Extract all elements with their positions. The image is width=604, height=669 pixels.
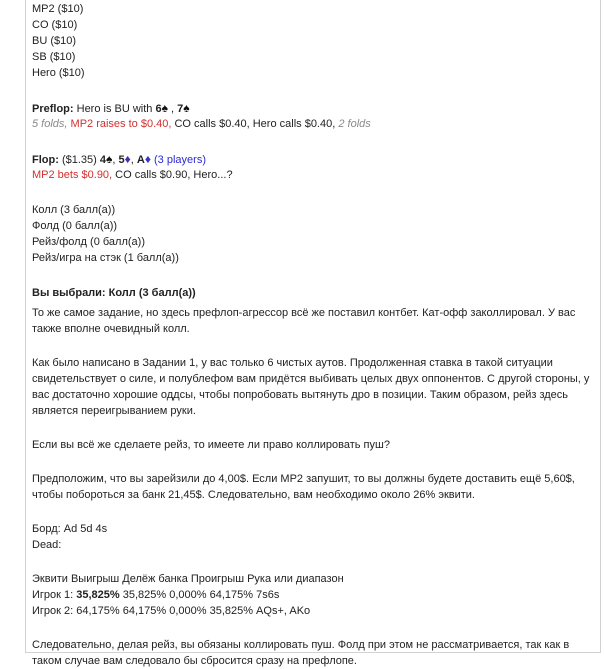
preflop-calls: CO calls $0.40, Hero calls $0.40, [174,118,336,130]
card-separator: , [171,103,175,115]
flop-action-line [32,167,592,183]
preflop-action-line [32,116,592,132]
chosen-answer: Вы выбрали: Колл (3 балл(а)) [32,287,196,299]
preflop-folds: 5 folds, [32,118,68,130]
player-line: CO ($10) [32,19,78,31]
player-line: BU ($10) [32,35,77,47]
answer-option: Фолд (0 балл(а)) [32,220,118,232]
explanation-paragraph-2: Как было написано в Задании 1, у вас только 6 чистых аутов. Продолженная ставка в такой ситуации свидетельствует о силе, и полублефом вам придётся выбивать целых двух оппонентов. С другой стороны, у вас достаточно хорошие оддсы, чтобы попробовать вытянуть дро в позиции. Таким образом, рейз здесь является переигрыванием руки. [32,357,590,417]
player-line: SB ($10) [32,51,76,63]
answer-option: Рейз/игра на стэк (1 балл(а)) [32,252,179,264]
preflop-raise: MP2 raises to $0.40, [70,118,172,130]
flop-players-count: (3 players) [154,154,206,166]
explanation-paragraph-1: То же самое задание, но здесь префлоп-агрессор всё же поставил контбет. Кат-офф заколлировал. У вас также вполне очевидный колл. [32,307,576,335]
preflop-folds-2: 2 folds [338,118,371,130]
flop-rest: CO calls $0.90, Hero...? [115,169,233,181]
equity-header: Эквити Выигрыш Делёж банка Проигрыш Рука или диапазон [32,573,344,585]
spade-icon: ♠ [106,152,113,166]
explanation-paragraph-5: Следовательно, делая рейз, вы обязаны коллировать пуш. Фолд при этом не рассматривается, так как в таком случае вам следовало бы сбросится сразу на префлопе. [32,639,570,667]
equity-player-1 [32,587,592,603]
answer-option: Колл (3 балл(а)) [32,204,116,216]
diamond-icon: ♦ [144,152,151,166]
flop-bet: MP2 bets $0.90, [32,169,113,181]
hand-history-content [32,1,592,669]
board-line: Борд: Ad 5d 4s [32,523,108,535]
preflop-hero-line [32,100,592,116]
player-1-equity: 35,825% [76,589,120,601]
equity-player-2: Игрок 2: 64,175% 64,175% 0,000% 35,825% AQs+, AKo [32,605,311,617]
flop-card-1-rank: 4 [99,154,106,166]
explanation-paragraph-4: Предположим, что вы зарейзили до 4,00$. Если MP2 запушит, то вы должны будете доставить ещё 5,60$, чтобы побороться за банк 21,45$. Следовательно, вам необходимо около 26% эквити. [32,473,575,501]
explanation-paragraph-3: Если вы всё же сделаете рейз, то имеете ли право коллировать пуш? [32,439,390,451]
player-line: Hero ($10) [32,67,85,79]
flop-card-3-rank: A [136,154,145,166]
player-1-label: Игрок 1: [32,589,74,601]
flop-card-2-rank: 5 [118,154,125,166]
preflop-label: Preflop: [32,103,74,115]
hero-card-2-rank: 7 [177,103,184,115]
spade-icon: ♠ [161,101,168,115]
flop-board-line: Flop: ($1.35) 4♠, 5♦, A♦ (3 players) [32,152,206,166]
dead-line: Dead: [32,539,62,551]
flop-pot: ($1.35) [61,154,97,166]
hero-card-1-rank: 6 [155,103,162,115]
diamond-icon: ♦ [124,152,131,166]
flop-label: Flop: [32,154,59,166]
preflop-hero-text: Hero is BU with [76,103,153,115]
answer-option: Рейз/фолд (0 балл(а)) [32,236,145,248]
player-1-stats: 35,825% 0,000% 64,175% 7s6s [122,589,280,601]
player-line: MP2 ($10) [32,3,84,15]
spade-icon: ♠ [183,101,190,115]
